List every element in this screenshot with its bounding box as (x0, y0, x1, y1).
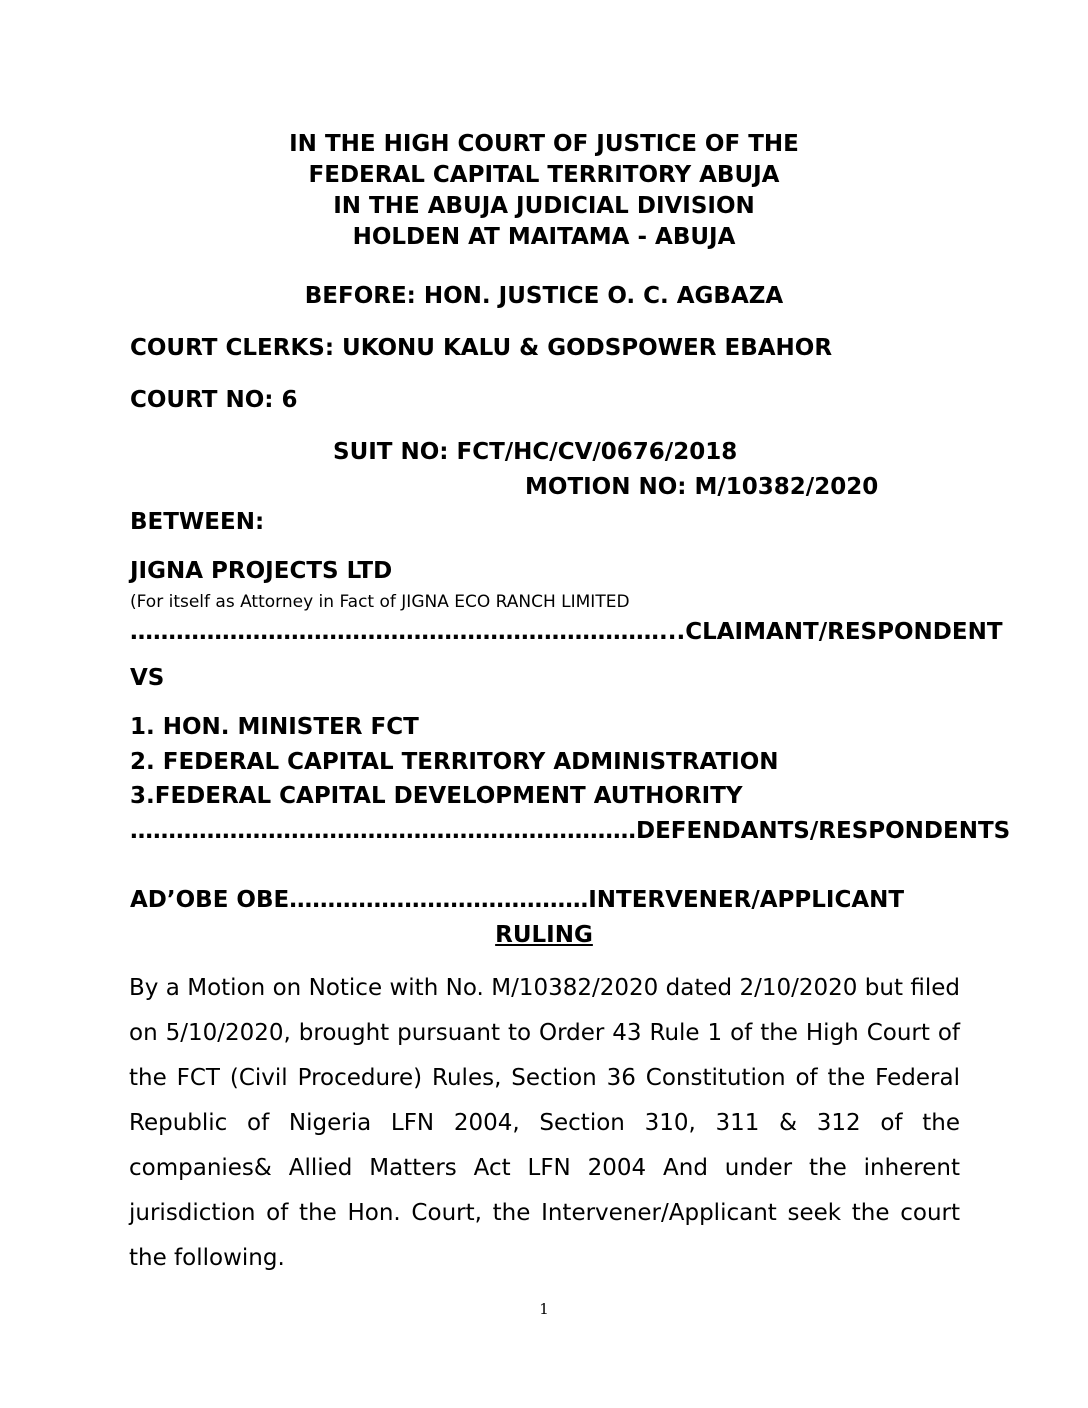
page-number: 1 (539, 1300, 549, 1318)
before-judge: BEFORE: HON. JUSTICE O. C. AGBAZA (304, 283, 784, 309)
ruling-body-paragraph: By a Motion on Notice with No. M/10382/2020 dated 2/10/2020 but filed on 5/10/2020, brought pursuant to Order 43 Rule 1 of the High Court of the FCT (Civil Procedure) Rules, Section 36 Constitution of the Federal Republic of Nigeria LFN 2004, Section 310, 311 & 312 of the companies& Allied Matters Act LFN 2004 And under the inherent jurisdiction of the Hon. Court, the Intervener/Applicant seek the court the following. (129, 975, 960, 1271)
motion-number: MOTION NO: M/10382/2020 (525, 474, 879, 500)
claimant-role-line: ……………………………………………………………...CLAIMANT/RESPONDENT (130, 619, 1003, 645)
claimant-name: JIGNA PROJECTS LTD (130, 558, 393, 584)
court-title-line-2: FEDERAL CAPITAL TERRITORY ABUJA (308, 162, 780, 188)
suit-number: SUIT NO: FCT/HC/CV/0676/2018 (333, 439, 738, 465)
claimant-note: (For itself as Attorney in Fact of JIGNA ECO RANCH LIMITED (130, 592, 630, 612)
ruling-heading: RULING (495, 922, 593, 948)
defendant-1: 1. HON. MINISTER FCT (130, 714, 419, 740)
defendants-role-line: …………………………………………………………DEFENDANTS/RESPONDENTS (130, 818, 1011, 844)
court-title-line-1: IN THE HIGH COURT OF JUSTICE OF THE (289, 131, 799, 157)
court-title-line-4: HOLDEN AT MAITAMA - ABUJA (352, 224, 736, 250)
court-title-line-3: IN THE ABUJA JUDICIAL DIVISION (333, 193, 755, 219)
intervener-line: AD’OBE OBE…………………………………INTERVENER/APPLICANT (130, 887, 905, 913)
defendant-2: 2. FEDERAL CAPITAL TERRITORY ADMINISTRATION (130, 749, 779, 775)
court-clerks: COURT CLERKS: UKONU KALU & GODSPOWER EBAHOR (130, 335, 833, 361)
between-label: BETWEEN: (130, 509, 265, 535)
versus-label: VS (130, 665, 165, 691)
court-number: COURT NO: 6 (130, 387, 298, 413)
defendant-3: 3.FEDERAL CAPITAL DEVELOPMENT AUTHORITY (130, 783, 743, 809)
